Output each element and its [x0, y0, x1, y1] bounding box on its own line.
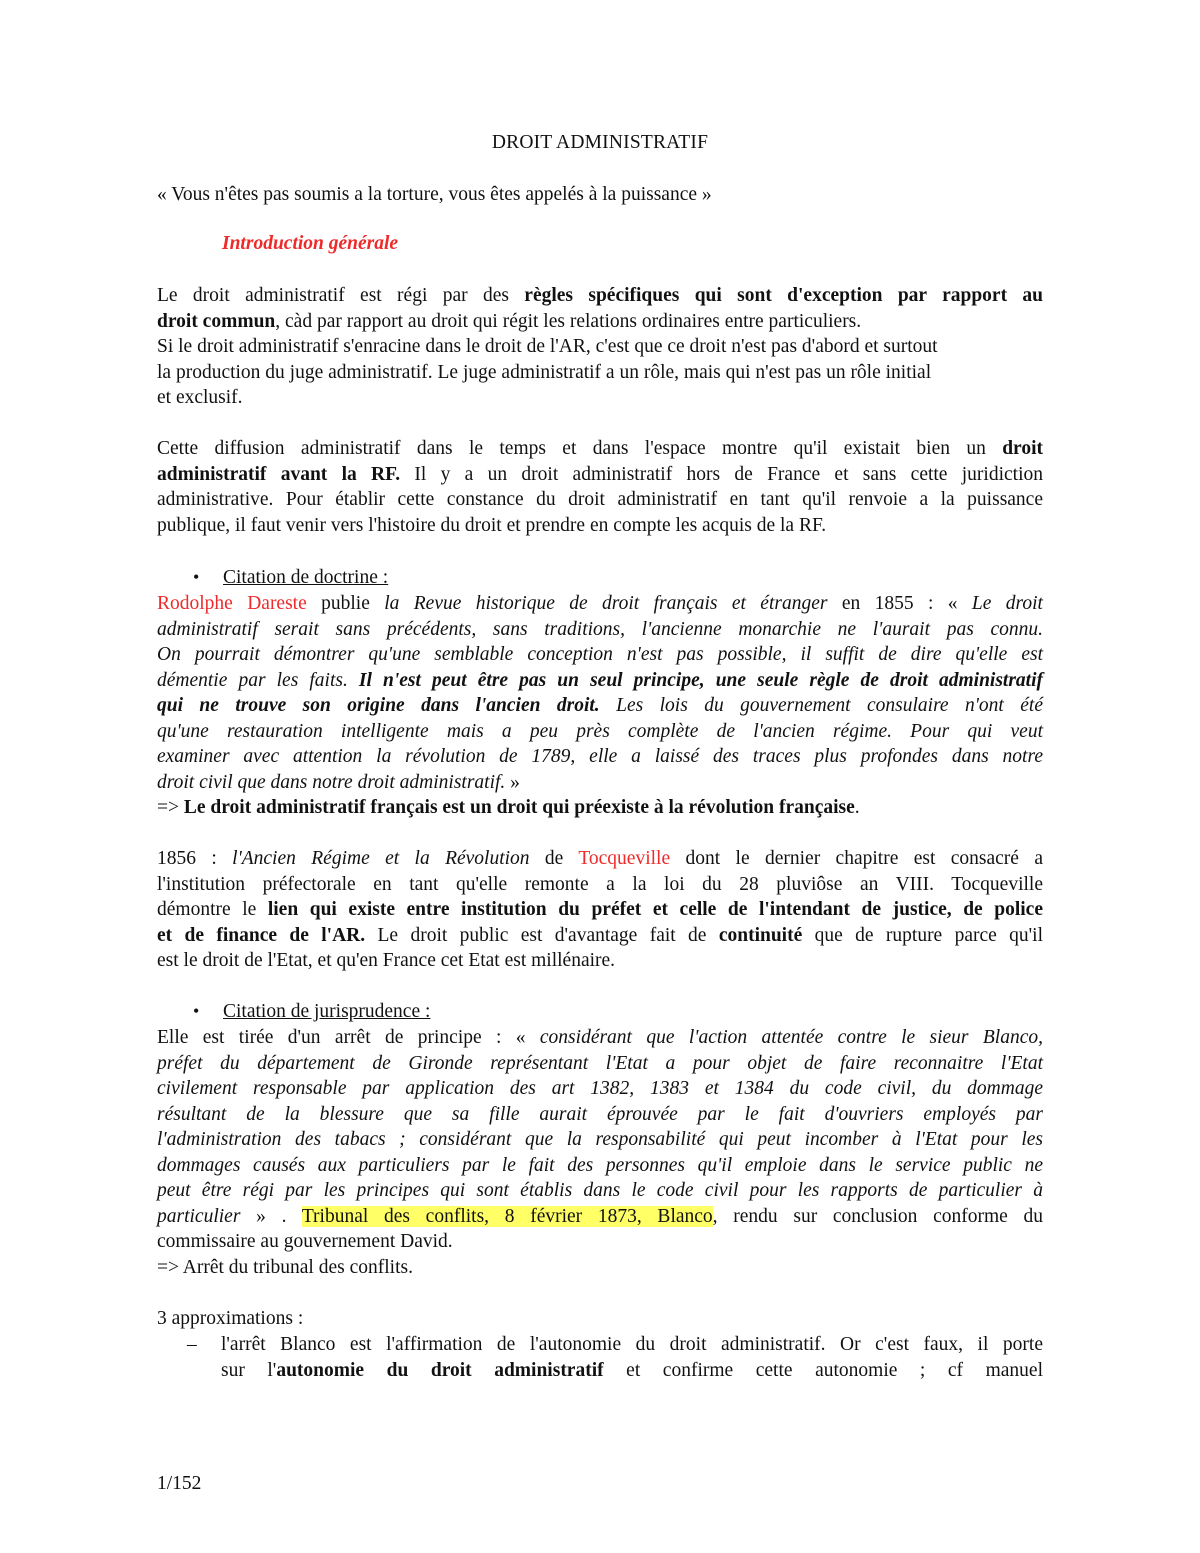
paragraph-line: démontre le lien qui existe entre institution du préfet et celle de l'intendant de justice, de police	[157, 899, 1043, 920]
paragraph-line: commissaire au gouvernement David.	[157, 1231, 453, 1252]
paragraph-line: droit commun, càd par rapport au droit qui régit les relations ordinaires entre particuliers.	[157, 310, 862, 332]
paragraph-line: qu'une restauration intelligente mais a peu près complète de l'ancien régime. Pour qui veut	[157, 720, 1043, 742]
bullet-icon: •	[193, 567, 200, 587]
paragraph-diffusion	[157, 436, 1043, 538]
paragraph-line: dommages causés aux particuliers par le fait des personnes qu'il emploie dans le service public ne	[157, 1154, 1043, 1176]
paragraph-line-conclusion: => Le droit administratif français est un droit qui préexiste à la révolution française.	[157, 797, 860, 818]
paragraph-line: Rodolphe Dareste publie la Revue historique de droit français et étranger en 1855 : « Le droit	[157, 593, 1043, 614]
paragraph-definition	[157, 283, 1043, 411]
bullet-label: Citation de doctrine :	[223, 567, 389, 588]
paragraph-line: démentie par les faits. Il n'est peut être pas un seul principe, une seule règle de droit administratif	[157, 669, 1044, 691]
paragraph-line: 1856 : l'Ancien Régime et la Révolution de Tocqueville dont le dernier chapitre est consacré a	[157, 848, 1043, 869]
paragraph-line: et de finance de l'AR. Le droit public est d'avantage fait de continuité que de rupture parce qu'il	[157, 924, 1044, 946]
author-name: Rodolphe Dareste	[157, 593, 307, 614]
paragraph-line: examiner avec attention la révolution de 1789, elle a laissé des traces plus profondes dans notre	[157, 746, 1043, 767]
paragraph-line: et exclusif.	[157, 387, 243, 408]
epigraph: « Vous n'êtes pas soumis a la torture, vous êtes appelés à la puissance »	[157, 184, 712, 205]
bullet-label: Citation de jurisprudence :	[223, 1001, 431, 1022]
paragraph-line: Cette diffusion administratif dans le temps et dans l'espace montre qu'il existait bien un droit	[157, 438, 1043, 459]
paragraph-line: l'arrêt Blanco est l'affirmation de l'autonomie du droit administratif. Or c'est faux, il porte	[221, 1334, 1043, 1355]
paragraph-line: administratif serait sans précédents, sans traditions, l'ancienne monarchie ne l'aurait pas connu.	[157, 618, 1043, 640]
paragraph-line: administratif avant la RF. Il y a un droit administratif hors de France et sans cette juridiction	[157, 463, 1043, 485]
paragraph-line: On pourrait démontrer qu'une semblable conception n'est pas possible, il suffit de dire qu'elle est	[157, 644, 1043, 665]
paragraph-line: civilement responsable par application des art 1382, 1383 et 1384 du code civil, du dommage	[157, 1078, 1043, 1099]
paragraph-line: Si le droit administratif s'enracine dans le droit de l'AR, c'est que ce droit n'est pas d'abord et surtout	[157, 336, 938, 357]
paragraph-line: préfet du département de Gironde représentant l'Etat a pour objet de faire reconnaitre l'Etat	[157, 1052, 1043, 1074]
paragraph-line: droit civil que dans notre droit administratif. »	[157, 771, 520, 793]
paragraph-line-conclusion: => Arrêt du tribunal des conflits.	[157, 1256, 413, 1278]
page-number: 1/152	[157, 1473, 202, 1494]
paragraph-line: publique, il faut venir vers l'histoire du droit et prendre en compte les acquis de la RF.	[157, 514, 827, 536]
paragraph-line: l'administration des tabacs ; considérant que la responsabilité qui peut incomber à l'Etat pour les	[157, 1129, 1043, 1150]
dash-icon: –	[187, 1334, 197, 1355]
paragraph-line: l'institution préfectorale en tant qu'elle remonte a la loi du 28 pluviôse an VIII. Tocqueville	[157, 873, 1043, 895]
highlighted-citation: Tribunal des conflits, 8 février 1873, Blanco	[301, 1205, 713, 1227]
document-title: DROIT ADMINISTRATIF	[491, 132, 709, 153]
paragraph-line: Elle est tirée d'un arrêt de principe : « considérant que l'action attentée contre le sieur Blanco,	[157, 1027, 1043, 1048]
paragraph-line: sur l'autonomie du droit administratif et confirme cette autonomie ; cf manuel	[221, 1359, 1043, 1381]
section-heading-introduction: Introduction générale	[222, 233, 399, 254]
paragraph-line: qui ne trouve son origine dans l'ancien droit. Les lois du gouvernement consulaire n'ont été	[157, 695, 1043, 716]
paragraph-line: Le droit administratif est régi par des règles spécifiques qui sont d'exception par rapport au	[157, 285, 1044, 306]
paragraph-line: particulier » . Tribunal des conflits, 8 février 1873, Blanco, rendu sur conclusion conforme du	[157, 1205, 1043, 1227]
paragraph-line: résultant de la blessure que sa fille aurait éprouvée par le fait d'ouvriers employés par	[157, 1103, 1043, 1125]
paragraph-doctrine-quote	[157, 591, 1043, 821]
paragraph-tocqueville	[157, 846, 1043, 974]
approximations-heading: 3 approximations :	[157, 1308, 304, 1329]
paragraph-jurisprudence-quote	[157, 1025, 1043, 1280]
paragraph-line: est le droit de l'Etat, et qu'en France cet Etat est millénaire.	[157, 950, 616, 971]
paragraph-line: administrative. Pour établir cette constance du droit administratif en tant qu'il renvoie a la puissance	[157, 489, 1043, 510]
bullet-icon: •	[193, 1001, 200, 1021]
paragraph-line: la production du juge administratif. Le juge administratif a un rôle, mais qui n'est pas un rôle initial	[157, 361, 932, 383]
author-name: Tocqueville	[578, 848, 671, 869]
paragraph-line: peut être régi par les principes qui sont établis dans le code civil pour les rapports de particulier à	[157, 1180, 1043, 1201]
